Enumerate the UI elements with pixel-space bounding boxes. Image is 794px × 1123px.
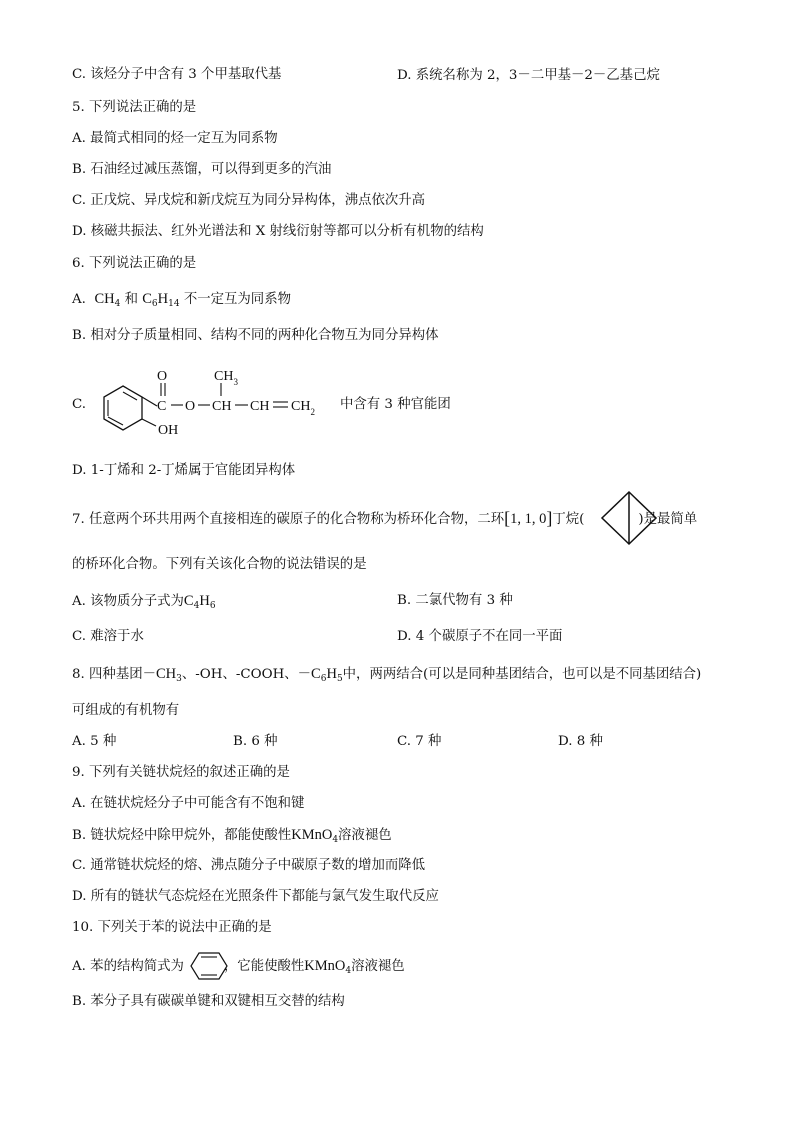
q6-option-b: B. 相对分子质量相同、结构不同的两种化合物互为同分异构体 bbox=[72, 328, 439, 343]
q9-option-b: B. 链状烷烃中除甲烷外，都能使酸性KMnO$_4$溶液褪色 bbox=[72, 827, 392, 845]
ester-oxygen: O bbox=[185, 399, 196, 414]
q5-option-d: D. 核磁共振法、红外光谱法和 X 射线衍射等都可以分析有机物的结构 bbox=[72, 224, 484, 239]
ester-structure-diagram bbox=[88, 366, 338, 442]
q9-option-d: D. 所有的链状气态烷烃在光照条件下都能与氯气发生取代反应 bbox=[72, 889, 439, 904]
q6-option-c-text: 中含有 3 种官能团 bbox=[340, 397, 451, 412]
q8-option-a: A. 5 种 bbox=[72, 734, 117, 749]
q7-option-a: A. 该物质分子式为$C_4H_6$ bbox=[72, 593, 216, 611]
q8-option-d: D. 8 种 bbox=[558, 734, 603, 749]
q8-stem-line2: 可组成的有机物有 bbox=[72, 703, 180, 718]
ring-double-bond-2 bbox=[108, 417, 123, 425]
vinyl-ch: CH bbox=[250, 399, 270, 414]
q7-option-b: B. 二氯代物有 3 种 bbox=[397, 593, 513, 608]
q5-option-c: C. 正戊烷、异戊烷和新戊烷互为同分异构体，沸点依次升高 bbox=[72, 193, 426, 208]
q7-stem-line2: 的桥环化合物。下列有关该化合物的说法错误的是 bbox=[72, 557, 367, 572]
methine-ch: CH bbox=[212, 399, 232, 414]
q8-stem-line1: 8. 四种基团$-CH_3$、-OH、-COOH、$-C_6H_5$中，两两结合(可以是同种基团结合，也可以是不同基团结合) bbox=[72, 666, 702, 684]
q7-option-c: C. 难溶于水 bbox=[72, 629, 144, 644]
q9-option-a: A. 在链状烷烃分子中可能含有不饱和键 bbox=[72, 796, 305, 811]
q6-option-a: A. $CH_4$ 和 $C_6H_{14}$ 不一定互为同系物 bbox=[72, 291, 291, 309]
benzene-kekule-diagram bbox=[189, 951, 229, 981]
carbonyl-oxygen: O bbox=[157, 369, 168, 384]
q9-option-c: C. 通常链状烷烃的熔、沸点随分子中碳原子数的增加而降低 bbox=[72, 858, 426, 873]
q5-option-a: A. 最简式相同的烃一定互为同系物 bbox=[72, 131, 278, 146]
q4-option-c: C. 该烃分子中含有 3 个甲基取代基 bbox=[72, 67, 282, 82]
methyl-group: $CH_3$ bbox=[214, 369, 238, 387]
carbonyl-carbon: C bbox=[157, 399, 167, 414]
q7-stem-line1: 7. 任意两个环共用两个直接相连的碳原子的化合物称为桥环化合物，二环[1, 1, 0]丁烷( )是最简单 bbox=[72, 508, 698, 528]
q5-stem: 5. 下列说法正确的是 bbox=[72, 100, 197, 115]
q4-option-d: D. 系统名称为 2，3－二甲基－2－乙基己烷 bbox=[397, 67, 660, 83]
q7-option-d: D. 4 个碳原子不在同一平面 bbox=[397, 629, 563, 644]
q5-option-b: B. 石油经过减压蒸馏，可以得到更多的汽油 bbox=[72, 162, 332, 177]
q6-stem: 6. 下列说法正确的是 bbox=[72, 256, 197, 271]
q9-stem: 9. 下列有关链状烷烃的叙述正确的是 bbox=[72, 765, 290, 780]
ring-to-carbonyl-bond bbox=[142, 397, 157, 406]
q10-option-b: B. 苯分子具有碳碳单键和双键相互交替的结构 bbox=[72, 994, 345, 1009]
q8-option-b: B. 6 种 bbox=[233, 734, 278, 749]
bicyclobutane-diagram bbox=[600, 490, 658, 546]
hydroxyl-group: OH bbox=[158, 423, 179, 438]
q8-option-c: C. 7 种 bbox=[397, 734, 442, 749]
q10-option-a: A. 苯的结构简式为 ，它能使酸性KMnO$_4$溶液褪色 bbox=[72, 958, 405, 976]
terminal-ch2: $CH_2$ bbox=[291, 399, 315, 417]
q6-option-c-label: C. bbox=[72, 397, 87, 412]
q10-stem: 10. 下列关于苯的说法中正确的是 bbox=[72, 920, 272, 935]
q6-option-d: D. 1-丁烯和 2-丁烯属于官能团异构体 bbox=[72, 463, 296, 478]
ring-to-oh-bond bbox=[142, 419, 156, 426]
